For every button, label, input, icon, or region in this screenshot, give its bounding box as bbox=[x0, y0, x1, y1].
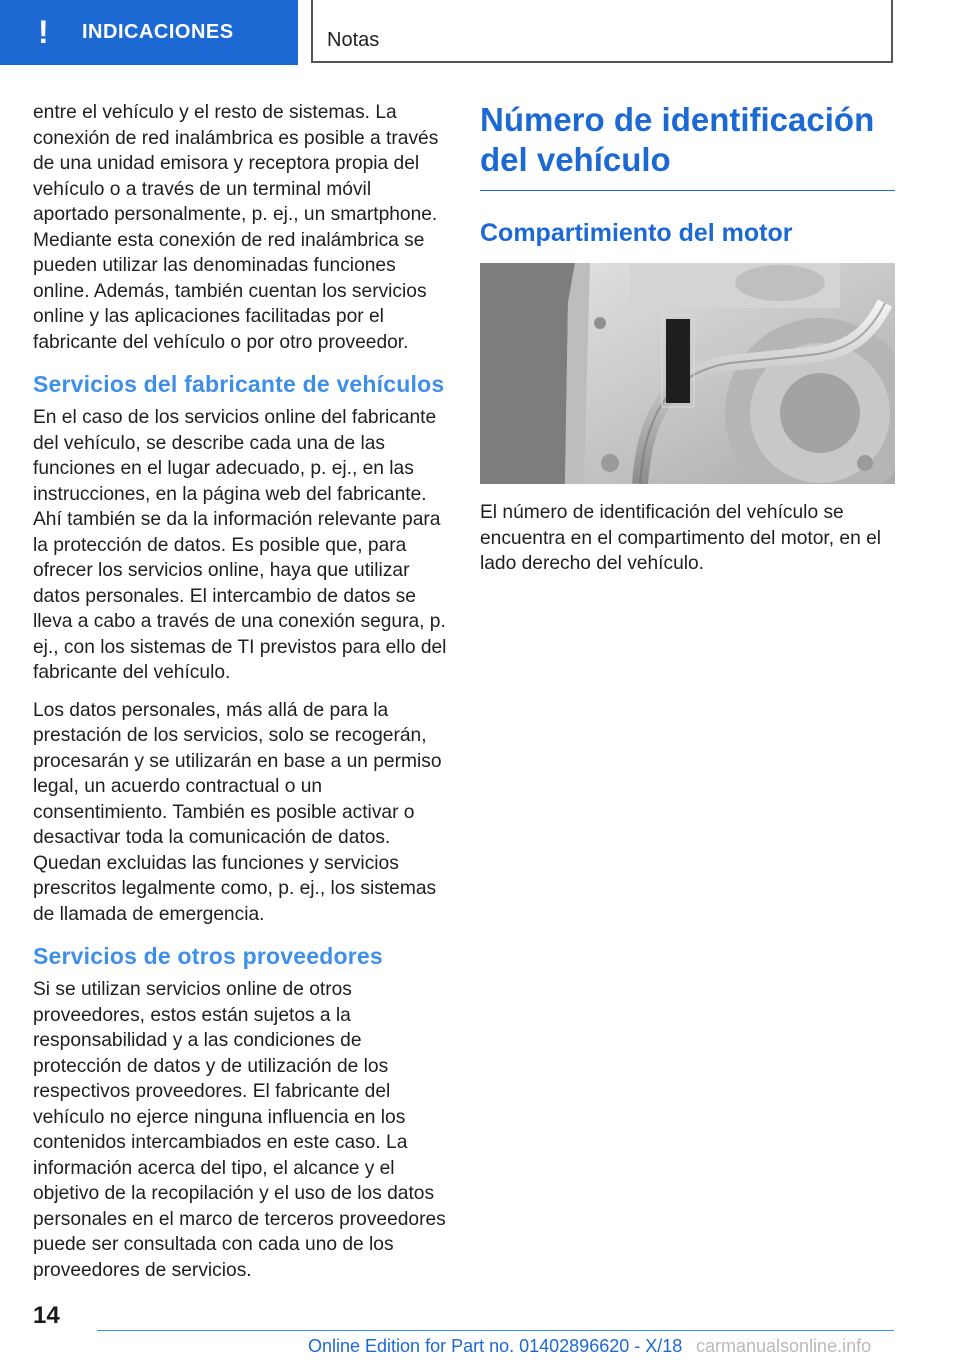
left-column bbox=[33, 100, 447, 1295]
watermark: carmanualsonline.info bbox=[696, 1336, 872, 1356]
intro-paragraph: entre el vehículo y el resto de sistemas. La conexión de red inalámbrica es posible a través de una unidad emisora y receptora propia del vehículo o a través de un terminal móvil aportado personalmente, p. ej., un smartphone. Mediante esta conexión de red inalámbrica se pueden utilizar las denominadas funciones online. Además, también cuentan los servicios online y las aplicaciones facilitadas por el fabricante del vehículo o por otro proveedor. bbox=[33, 102, 439, 353]
section-title: Compartimiento del motor bbox=[480, 219, 793, 247]
section-tab[interactable] bbox=[0, 0, 298, 65]
notes-label: Notas bbox=[327, 29, 380, 51]
engine-compartment-photo bbox=[480, 263, 895, 484]
photo-caption: El número de identificación del vehículo se encuentra en el compartimento del motor, en el lado derecho del vehículo. bbox=[480, 502, 882, 574]
notes-box bbox=[311, 0, 893, 63]
manufacturer-services-paragraph: En el caso de los servicios online del fabricante del vehículo, se describe cada una de las funciones en el lugar adecuado, p. ej., en las instrucciones, en la página web del fabricante. Ahí también se da la información relevante para la protección de datos. Es posible que, para ofrecer los servicios online, haya que utilizar datos personales. El intercambio de datos se lleva a cabo a través de una conexión segura, p. ej., con los sistemas de TI previstos para ello del fabricante del vehículo. bbox=[33, 407, 447, 683]
third-party-services-paragraph: Si se utilizan servicios online de otros proveedores, estos están sujetos a la responsabilidad y a las condiciones de protección de datos y de utilización de los respectivos proveedores. El fabricante del vehículo no ejerce ninguna influencia en los contenidos intercambiados en este caso. La información acerca del tipo, el alcance y el objetivo de la recopilación y el uso de los datos personales en el marco de terceros proveedores puede ser consultada con cada uno de los proveedores de servicios. bbox=[33, 979, 446, 1281]
heading-manufacturer-services: Servicios del fabricante de vehículos bbox=[33, 371, 445, 397]
warning-icon: ! bbox=[38, 14, 49, 50]
page-title: Número de identificación del vehículo bbox=[480, 100, 895, 191]
right-column bbox=[480, 100, 895, 589]
edition-info: Online Edition for Part no. 01402896620 - X/18 bbox=[308, 1336, 683, 1356]
footer-divider bbox=[97, 1330, 894, 1331]
page-number: 14 bbox=[33, 1302, 60, 1329]
heading-third-party-services: Servicios de otros proveedores bbox=[33, 943, 383, 969]
section-label: INDICACIONES bbox=[82, 21, 234, 43]
personal-data-paragraph: Los datos personales, más allá de para la prestación de los servicios, solo se recogerán, procesarán y se utilizarán en base a un permiso legal, un acuerdo contractual o un consentimiento. También es posible activar o desactivar toda la comunicación de datos. Quedan excluidas las funciones y servicios prescritos legalmente como, p. ej., los sistemas de llamada de emergencia. bbox=[33, 699, 442, 925]
